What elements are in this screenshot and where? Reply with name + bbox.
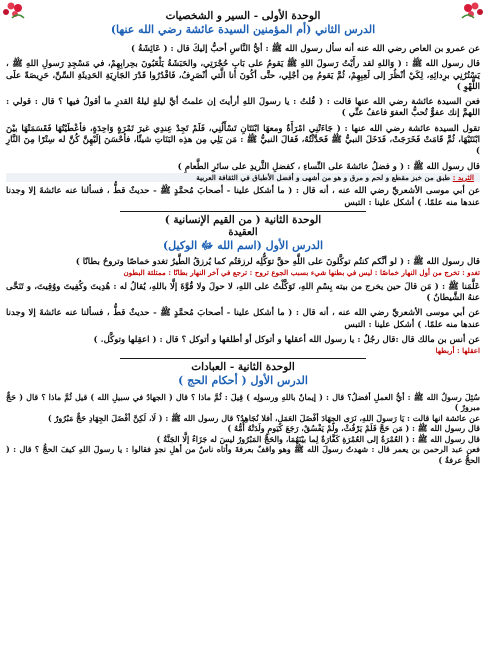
unit2-paragraph: قال رسول الله ﷺ : ( لو أنَّكم كنتُم توكَّلونَ على اللَّهِ حقَّ توَكُّلِه لرزقتُم كما يُرزقُ الطَّيرُ تغدو خماصًا وتروحُ بطانًا ) xyxy=(75,257,480,268)
unit1-paragraph: تقول السيدة عائشة رضي الله عنها : ( جَاءَتْنِي امْرَأَةٌ ومعهَا ابْنَتَانِ تَسْأَلُنِي، فَلَمْ تَجِدْ عِندِي غيرَ تَمْرَةٍ وَاحِدَةٍ، فأعْطَيْتُهَا فَقَسَمَتْهَا بيْنَ ابْنَتَيْهَا، ثُمَّ قَامَتْ فَخَرَجَتْ، فَدَخَلَ النبيُّ ﷺ فَحَدَّثْتُهُ، فَقالَ النبيُّ ﷺ : مَن يَلِي مِن هذِه البَنَاتِ شيئًا، فأحْسَنَ إلَيْهِنَّ كُنَّ له سِتْرًا مِنَ النَّارِ ) xyxy=(6,123,480,157)
unit2-title: الوحدة الثانية ( من القيم الإنسانية ) xyxy=(164,214,322,227)
unit3-paragraph: قال رسول الله ﷺ : ( العُمْرَةُ إلى العُمْرَةِ كَفَّارَةٌ لِما بيْنَهُمَا، والحَجُّ المَبْرُورُ ليسَ له جَزَاءٌ إلَّا الجَنَّةُ ) xyxy=(156,433,480,444)
unit3-paragraph: قال رسول الله ﷺ : ( مَن حَجَّ فَلَمْ يَرْفُثْ، ولَمْ يَفْسُقْ، رَجَعَ كَيَومِ ولَدَتْهُ أُمُّهُ ) xyxy=(227,423,480,434)
unit2-paragraph: عن أبي موسى الأشعريِّ رضي الله عنه ، أنه قال : ( ما أشكل علينا - أصحابَ مُحمَّدٍ ﷺ - حديثٌ قطُّ ، فسألنا عنه عائشةَ إلا وجدنا عندها منه علمًا. ) أشكل علينا : التبس xyxy=(6,308,480,330)
divider xyxy=(120,358,366,359)
unit1-gloss xyxy=(6,173,480,183)
unit2-lesson-title: الدرس الأول (اسم الله ﷻ الوكيل) xyxy=(162,239,324,253)
unit1-lesson-title: الدرس الثاني (أم المؤمنين السيدة عائشة رضي الله عنها) xyxy=(110,23,376,36)
unit2-gloss: تغدو : تخرج من أول النهار خماصًا : ليس في بطنها شيء بسبب الجوع تروح : ترجع في آخر النهار بطانًا : ممتلئة البطون xyxy=(123,268,480,278)
unit3-title: الوحدة الثانية - العبادات xyxy=(191,360,295,373)
unit1-paragraph: قال رسول الله ﷺ : ( وَاللهِ لقد رأَيْتُ رَسولَ اللهِ ﷺ يَقومُ على بَابِ حُجْرَتِي، والحَبَشَةُ يَلْعَبُونَ بحِرابِهِمْ، في مَسْجِدِ رَسولِ اللهِ ﷺ ، يَسْتُرُنِي برِدائِهِ، لِكَيْ أنْظُرَ إلى لَعِبِهِمْ، ثُمَّ يَقومُ مِن أجْلِي، حتَّى أكُونَ أنا الَّتي أنْصَرِفُ، فَاقْدُرُوا قَدْرَ الجَارِيَةِ الحَدِيثَةِ السِّنِّ، حَرِيصَةً علَى اللَّهْوِ ) xyxy=(6,59,480,92)
unit2-gloss: اعقلها : أربطها xyxy=(435,346,480,356)
unit1-paragraph: فعن السيدة عائشة رضي الله عنها قالت : ( قُلتُ : يا رسولَ اللهِ أرأيتَ إن علمتُ أيَّ ليلةٍ ليلةُ القدرِ ما أقولُ فيها ؟ قال : قولي : اللهمَّ إنك عفوٌّ تُحبُّ العفوَ فاعفُ عنِّي ) xyxy=(6,97,480,119)
unit3-lesson-title: الدرس الأول ( أحكام الحج ) xyxy=(178,373,308,387)
unit3-paragraph: عن عائشة انها قالت : يَا رَسولَ اللهِ، نَرَى الجِهَادَ أفْضَلَ العَمَلِ، أفلا نُجَاهِدُ؟ قال رسول الله ﷺ : ( لَا، لَكِنَّ أفْضَلَ الجِهَادِ حَجٌّ مَبْرُورٌ ) xyxy=(47,412,480,423)
unit3-paragraph: فعن عبد الرحمن بن يعمر قال : شهدتُ رسولَ الله ﷺ وهو واقفٌ بعرفةَ وأتاه ناسٌ من أهلِ نجدٍ فقالوا : يا رسولَ اللهِ كيفَ الحجُّ ؟ قال : ( الحجُّ عرفةُ ) xyxy=(6,444,480,465)
unit2-paragraph: عَلَّمَنا ﷺ : ( مَن قالَ حين يخرج من بيته بِسْمِ اللهِ، تَوَكَّلْتُ على اللهِ، لا حولَ ولا قُوَّةَ إلَّا باللهِ، يُقالُ له : هُدِيتَ وكُفِيتَ ووُقِيتَ، و تَنَحَّى عنهُ الشَّيطانُ ) xyxy=(6,281,480,304)
unit3-paragraph: سُئِلَ رسولُ الله ﷺ : أيُّ العملِ أفضلُ؟ قال : ( إيمانٌ باللهِ ورسولِه ) قِيلَ : ثُمَّ ماذا ؟ قال ( الجهادُ في سبيلِ الله ) قيل ثُمَّ ماذا ؟ قال ( حَجٌّ مبرورٌ ) xyxy=(6,391,480,413)
unit1-paragraph: عن عمرو بن العاص رضي الله عنه أنه سأل رسول الله ﷺ : أيُّ النَّاسِ أحبُّ إليكَ قال : ( عَائِشَةُ ) xyxy=(131,44,480,54)
unit2-subtitle: العقيدة xyxy=(228,227,258,239)
gloss-label: الثريد : xyxy=(452,172,474,182)
unit1-paragraph: قال رسول الله ﷺ : ( و فضلُ عائشةَ على النِّساءِ ، كفضلِ الثَّريدِ على سائرِ الطَّعامِ ) xyxy=(177,161,480,172)
gloss-text: طبق من خبز مقطع و لحم و مرق و هو من أشهى و أفضل الأطباق في الثقافة العربية xyxy=(196,172,451,182)
unit2-paragraph: عن أنس بن مالك قال :قال رجُلٌ : يا رسول الله أعقلها و أتوكل أو أطلقها و أتوكل ؟ قال : ( اعقِلها وتوكَّل. ) xyxy=(93,335,480,346)
flower-icon xyxy=(0,0,26,22)
unit1-title: الوحدة الأولى - السير و الشخصيات xyxy=(165,10,321,22)
unit1-paragraph: عن أبي موسى الأشعريِّ رضي الله عنه ، أنه قال : ( ما أشكل علينا - أصحابَ مُحمَّدٍ ﷺ - حديثٌ قطُّ ، فسألنا عنه عائشةَ إلا وجدنا عندها منه علمًا. ) أشكل علينا : التبس xyxy=(6,186,480,208)
flower-icon xyxy=(460,0,486,22)
divider xyxy=(120,211,366,212)
